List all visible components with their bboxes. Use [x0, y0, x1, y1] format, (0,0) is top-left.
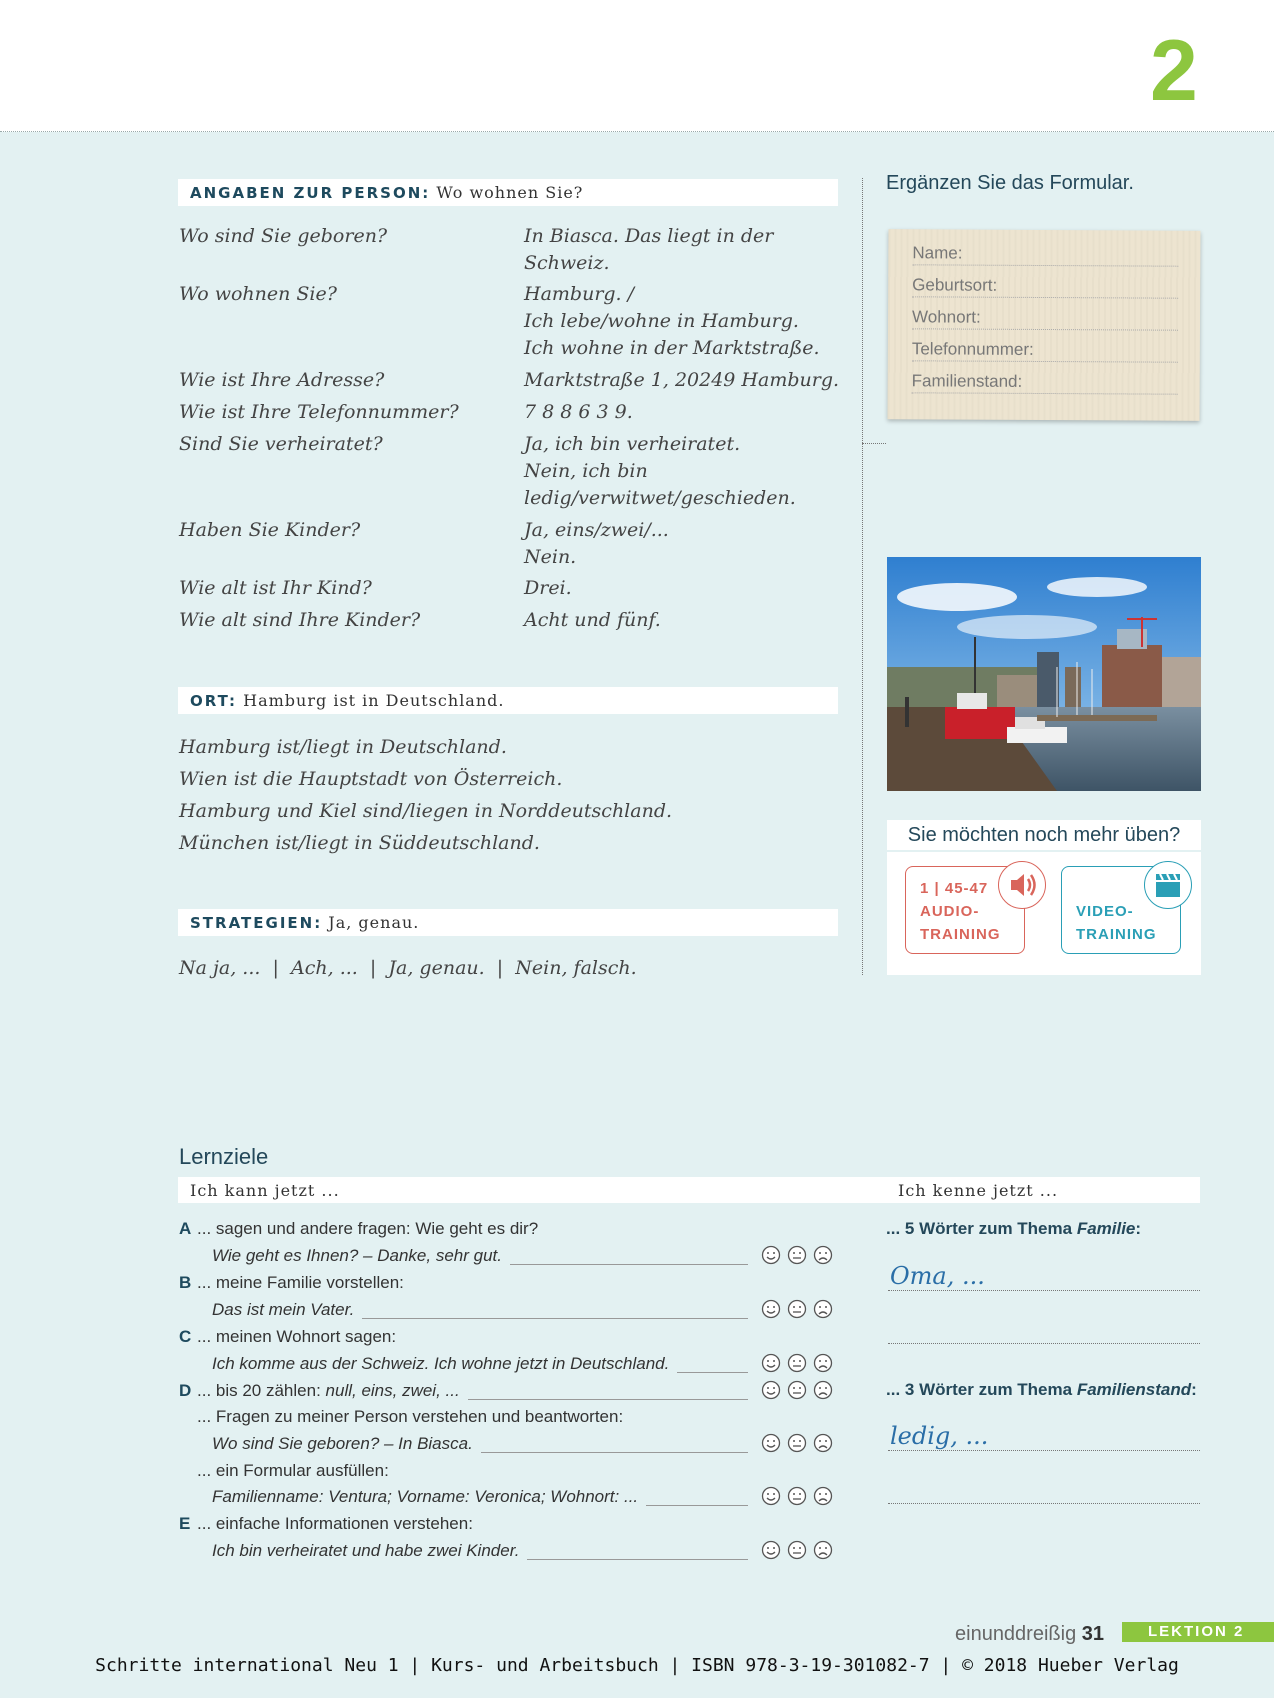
page-number-footer — [955, 1623, 1104, 1646]
answer-line: Nein. — [524, 546, 577, 568]
lernziel-text: ... einfache Informationen verstehen: — [197, 1514, 473, 1533]
clapperboard-icon — [1144, 861, 1192, 909]
angaben-heading-text: Wo wohnen Sie? — [436, 183, 584, 202]
question: Haben Sie Kinder? — [179, 519, 361, 541]
separator: | — [272, 957, 279, 979]
form-field-phone: Telefonnummer: — [912, 329, 1178, 362]
speaker-icon — [998, 861, 1046, 909]
self-assessment-smileys — [761, 1353, 841, 1375]
ort-heading-bar — [178, 687, 838, 714]
answer-line: In Biasca. Das liegt in der — [524, 225, 774, 247]
kenne-topic: Familie — [1076, 1219, 1136, 1238]
audio-label-line2: TRAINING — [920, 926, 1001, 943]
form-field-residence: Wohnort: — [912, 297, 1178, 330]
angaben-heading-bar — [178, 179, 838, 206]
formular-instruction: Ergänzen Sie das Formular. — [886, 172, 1134, 194]
ort-line: München ist/liegt in Süddeutschland. — [179, 832, 540, 854]
form-field-marital-status: Familienstand: — [912, 361, 1178, 394]
answer-line: Marktstraße 1, 20249 Hamburg. — [524, 369, 840, 391]
lernziel-example: Wie geht es Ihnen? – Danke, sehr gut. — [212, 1246, 502, 1265]
video-label-line2: TRAINING — [1076, 926, 1157, 943]
sad-face-icon[interactable] — [813, 1299, 833, 1319]
practice-more-box — [887, 820, 1201, 975]
divider-tick — [862, 443, 886, 444]
kenne-prefix: ... 3 Wörter zum Thema — [886, 1380, 1077, 1399]
answer-line — [888, 1343, 1200, 1344]
strategie-item: Ach, ... — [291, 957, 358, 979]
question: Sind Sie verheiratet? — [179, 433, 383, 455]
self-assessment-smileys — [761, 1245, 841, 1267]
video-training-button[interactable] — [1061, 866, 1181, 954]
lernziel-item — [179, 1326, 396, 1348]
answer-line: Ja, ich bin verheiratet. — [524, 433, 741, 455]
lernziel-example: Wo sind Sie geboren? – In Biasca. — [212, 1434, 473, 1453]
lernziel-text-italic: null, eins, zwei, ... — [325, 1381, 460, 1400]
question: Wie ist Ihre Adresse? — [179, 369, 385, 391]
column-divider — [862, 178, 863, 975]
self-assessment-smileys — [761, 1380, 841, 1402]
lernziel-item — [179, 1272, 404, 1294]
ort-heading-text: Hamburg ist in Deutschland. — [243, 691, 505, 710]
question: Wie alt ist Ihr Kind? — [179, 577, 372, 599]
ort-examples — [179, 731, 672, 859]
angaben-heading-label: ANGABEN ZUR PERSON: — [190, 184, 431, 202]
answer-line: 7 8 8 6 3 9. — [524, 401, 633, 423]
separator: | — [369, 957, 377, 979]
lernziel-letter: E — [179, 1514, 191, 1533]
hamburg-harbor-photo — [887, 557, 1201, 791]
write-in-line — [646, 1505, 748, 1506]
write-in-line — [527, 1559, 748, 1560]
happy-face-icon[interactable] — [761, 1380, 781, 1400]
lernziel-text: ... meinen Wohnort sagen: — [197, 1327, 397, 1346]
write-in-line — [468, 1399, 748, 1400]
happy-face-icon[interactable] — [761, 1540, 781, 1560]
strategie-item: Ja, genau. — [388, 957, 485, 979]
neutral-face-icon[interactable] — [787, 1245, 807, 1265]
form-field-name: Name: — [912, 233, 1178, 266]
ort-heading-label: ORT: — [190, 692, 238, 710]
answer-line: Ich lebe/wohne in Hamburg. — [524, 310, 799, 332]
lernziel-text: ... bis 20 zählen: — [197, 1381, 326, 1400]
neutral-face-icon[interactable] — [787, 1540, 807, 1560]
sad-face-icon[interactable] — [813, 1380, 833, 1400]
ort-line: Hamburg und Kiel sind/liegen in Norddeutschland. — [179, 800, 673, 822]
kenne-familie-label — [886, 1219, 1141, 1239]
lernziel-example: Familienname: Ventura; Vorname: Veronica; Wohnort: ... — [212, 1487, 639, 1506]
question: Wo wohnen Sie? — [179, 283, 337, 305]
sad-face-icon[interactable] — [813, 1486, 833, 1506]
neutral-face-icon[interactable] — [787, 1380, 807, 1400]
lernziel-letter: B — [179, 1273, 192, 1292]
write-in-line — [481, 1452, 748, 1453]
video-label-line1: VIDEO- — [1076, 903, 1134, 920]
write-in-line — [677, 1372, 748, 1373]
lernziele-title: Lernziele — [179, 1144, 269, 1169]
separator: | — [496, 957, 504, 979]
lernziel-item — [197, 1406, 623, 1428]
lernziel-text: ... sagen und andere fragen: Wie geht es dir? — [197, 1219, 539, 1238]
happy-face-icon[interactable] — [761, 1245, 781, 1265]
neutral-face-icon[interactable] — [787, 1486, 807, 1506]
strategien-items — [179, 955, 637, 982]
question: Wo sind Sie geboren? — [179, 225, 388, 247]
kann-label: Ich kann jetzt ... — [190, 1181, 340, 1200]
lernziel-letter: C — [179, 1327, 192, 1346]
lernziel-example: Ich bin verheiratet und habe zwei Kinder. — [212, 1541, 520, 1560]
practice-more-title: Sie möchten noch mehr üben? — [887, 820, 1201, 852]
kenne-topic: Familienstand — [1076, 1380, 1192, 1399]
handwriting-familie: Oma, ... — [890, 1262, 985, 1290]
neutral-face-icon[interactable] — [787, 1433, 807, 1453]
lernziele-header-bar — [178, 1177, 1200, 1203]
kenne-label: Ich kenne jetzt ... — [898, 1181, 1059, 1200]
sad-face-icon[interactable] — [813, 1540, 833, 1560]
strategien-heading-label: STRATEGIEN: — [190, 914, 323, 932]
audio-training-button[interactable] — [905, 866, 1025, 954]
lektion-tag: LEKTION 2 — [1122, 1622, 1274, 1642]
write-in-line — [362, 1318, 748, 1319]
answer-line: ledig/verwitwet/geschieden. — [524, 487, 796, 509]
answer-line: Drei. — [524, 577, 572, 599]
lernziel-text: ... meine Familie vorstellen: — [197, 1273, 404, 1292]
answer-line: Acht und fünf. — [524, 609, 661, 631]
publisher-credit: Schritte international Neu 1 | Kurs- und Arbeitsbuch | ISBN 978-3-19-301082-7 | © 2018 Hueber Verlag — [95, 1655, 1179, 1676]
lernziel-example: Das ist mein Vater. — [212, 1300, 355, 1319]
answer-line: Schweiz. — [524, 252, 610, 274]
self-assessment-smileys — [761, 1540, 841, 1562]
page-header-band — [0, 0, 1274, 132]
answer-line: Hamburg. / — [524, 283, 635, 305]
paper-form — [888, 229, 1201, 421]
kenne-familienstand-label — [886, 1380, 1197, 1400]
form-field-birthplace: Geburtsort: — [912, 265, 1178, 298]
write-in-line — [510, 1264, 748, 1265]
neutral-face-icon[interactable] — [787, 1353, 807, 1373]
page-number: 31 — [1081, 1623, 1105, 1645]
lernziel-example: Ich komme aus der Schweiz. Ich wohne jetzt in Deutschland. — [212, 1354, 670, 1373]
answer-line — [888, 1450, 1200, 1451]
happy-face-icon[interactable] — [761, 1353, 781, 1373]
lernziel-item — [197, 1460, 389, 1482]
strategie-item: Na ja, ... — [179, 957, 261, 979]
chapter-number: 2 — [1150, 23, 1198, 119]
answer-line — [888, 1503, 1200, 1504]
lernziel-item — [179, 1218, 538, 1240]
strategien-heading-bar — [178, 909, 838, 936]
answer-line: Nein, ich bin — [524, 460, 648, 482]
audio-track-number: 1 | 45-47 — [920, 880, 989, 897]
ort-line: Wien ist die Hauptstadt von Österreich. — [179, 768, 563, 790]
happy-face-icon[interactable] — [761, 1433, 781, 1453]
lernziel-letter: A — [179, 1219, 192, 1238]
kenne-suffix: : — [1135, 1219, 1142, 1238]
strategien-heading-text: Ja, genau. — [328, 913, 420, 932]
self-assessment-smileys — [761, 1299, 841, 1321]
page-word: einunddreißig — [955, 1623, 1077, 1645]
lernziel-letter: D — [179, 1381, 192, 1400]
question: Wie ist Ihre Telefonnummer? — [179, 401, 459, 423]
happy-face-icon[interactable] — [761, 1486, 781, 1506]
lernziel-item — [179, 1380, 460, 1402]
lernziel-text: ... ein Formular ausfüllen: — [197, 1461, 389, 1480]
kenne-prefix: ... 5 Wörter zum Thema — [886, 1219, 1077, 1238]
sad-face-icon[interactable] — [813, 1433, 833, 1453]
audio-label-line1: AUDIO- — [920, 903, 980, 920]
kenne-suffix: : — [1191, 1380, 1197, 1399]
sad-face-icon[interactable] — [813, 1353, 833, 1373]
question: Wie alt sind Ihre Kinder? — [179, 609, 421, 631]
handwriting-familienstand: ledig, ... — [890, 1422, 989, 1450]
strategie-item: Nein, falsch. — [515, 957, 637, 979]
answer-line — [888, 1290, 1200, 1291]
self-assessment-smileys — [761, 1486, 841, 1508]
self-assessment-smileys — [761, 1433, 841, 1455]
answer-line: Ich wohne in der Marktstraße. — [524, 337, 820, 359]
lernziel-item — [179, 1513, 473, 1535]
ort-line: Hamburg ist/liegt in Deutschland. — [179, 736, 507, 758]
lernziel-text: ... Fragen zu meiner Person verstehen und beantworten: — [197, 1407, 624, 1426]
sad-face-icon[interactable] — [813, 1245, 833, 1265]
neutral-face-icon[interactable] — [787, 1299, 807, 1319]
answer-line: Ja, eins/zwei/... — [524, 519, 669, 541]
happy-face-icon[interactable] — [761, 1299, 781, 1319]
